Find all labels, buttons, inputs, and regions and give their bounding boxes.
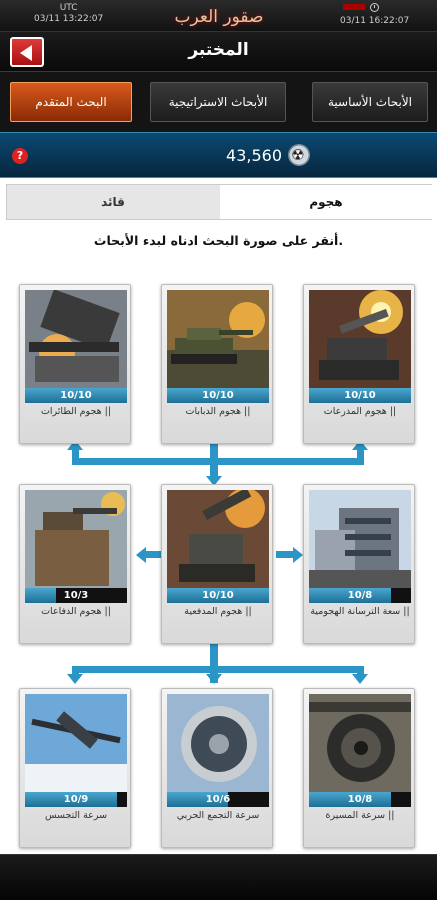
level-label: 10/10 — [60, 390, 92, 401]
level-bar — [25, 388, 127, 403]
radiation-icon — [288, 144, 310, 166]
header-bar — [0, 32, 437, 72]
card-name: سرعة المسيرة || — [325, 810, 395, 821]
connector — [72, 666, 364, 673]
level-bar — [167, 792, 269, 807]
artillery-icon — [167, 490, 269, 588]
tab-advanced-research[interactable]: البحث المتقدم — [10, 82, 132, 122]
defense-bunker-icon — [25, 490, 127, 588]
level-label: 10/8 — [347, 794, 373, 805]
level-label: 10/10 — [344, 390, 376, 401]
level-label: 10/3 — [63, 590, 89, 601]
subtab-bar — [6, 184, 432, 220]
card-name: هجوم الطائرات || — [40, 406, 112, 417]
card-name: سعة الترسانة الهجومية || — [310, 606, 410, 617]
research-tabs — [0, 72, 437, 132]
card-name: هجوم الدفاعات || — [41, 606, 111, 617]
arrow-right-icon — [293, 547, 303, 563]
resource-value: 43,560 — [226, 146, 282, 165]
jet-engine-icon — [167, 694, 269, 792]
connector — [357, 448, 364, 462]
arrow-left-icon — [136, 547, 146, 563]
arrow-down-icon — [67, 674, 83, 684]
status-bar — [0, 0, 437, 32]
tab-basic-research[interactable]: الأبحاث الأساسية — [312, 82, 428, 122]
research-card-spy-speed[interactable] — [19, 688, 131, 848]
utc-time: 03/11 13:22:07 — [34, 14, 104, 24]
armored-turret-icon — [309, 290, 411, 388]
level-bar — [309, 792, 411, 807]
connector — [72, 448, 79, 462]
utc-label: UTC — [59, 3, 78, 13]
card-name: هجوم المدرعات || — [323, 406, 397, 417]
local-time: 03/11 16:22:07 — [340, 16, 410, 26]
help-icon[interactable]: ? — [12, 148, 28, 164]
level-bar — [25, 588, 127, 603]
arrow-down-icon — [352, 674, 368, 684]
clock-icon — [370, 3, 379, 12]
level-bar — [309, 588, 411, 603]
research-card-armor-attack[interactable] — [303, 284, 415, 444]
level-label: 10/10 — [202, 590, 234, 601]
level-label: 10/6 — [205, 794, 231, 805]
research-card-artillery-attack[interactable] — [161, 484, 273, 644]
level-label: 10/10 — [202, 390, 234, 401]
aircraft-gun-icon — [25, 290, 127, 388]
subtab-attack[interactable]: هجوم — [220, 185, 432, 219]
level-bar — [167, 588, 269, 603]
instruction-text: أنقر على صورة البحث ادناه لبدء الأبحاث. — [93, 233, 344, 248]
connector — [72, 458, 364, 465]
local-clock — [340, 3, 409, 27]
card-name: سرعة التجسس — [44, 810, 108, 821]
subtab-commander[interactable]: قائد — [101, 195, 125, 209]
level-bar — [167, 388, 269, 403]
card-name: سرعة التجمع الحربي — [176, 810, 260, 821]
resource-bar — [0, 132, 437, 178]
drone-icon — [25, 694, 127, 792]
arsenal-building-icon — [309, 490, 411, 588]
level-bar — [25, 792, 127, 807]
tab-strategic-research[interactable]: الأبحاث الاستراتيجية — [150, 82, 286, 122]
level-label: 10/8 — [347, 590, 373, 601]
research-card-rally-speed[interactable] — [161, 688, 273, 848]
logo-text: صقور العرب — [174, 7, 264, 27]
tank-tread-icon — [309, 694, 411, 792]
research-card-defense-attack[interactable] — [19, 484, 131, 644]
bottom-bar — [0, 854, 437, 900]
utc-clock — [34, 3, 103, 25]
card-name: هجوم الدبابات || — [185, 406, 251, 417]
research-content — [0, 178, 437, 854]
game-logo — [155, 4, 283, 30]
arrow-down-icon — [206, 674, 222, 684]
level-bar — [309, 388, 411, 403]
research-card-march-speed[interactable] — [303, 688, 415, 848]
research-card-tank-attack[interactable] — [161, 284, 273, 444]
research-card-aircraft-attack[interactable] — [19, 284, 131, 444]
research-card-arsenal-capacity[interactable] — [303, 484, 415, 644]
connector — [276, 551, 294, 558]
card-name: هجوم المدفعية || — [184, 606, 252, 617]
level-fill — [25, 588, 56, 603]
page-title: المختبر — [188, 40, 249, 60]
tank-icon — [167, 290, 269, 388]
level-label: 10/9 — [63, 794, 89, 805]
